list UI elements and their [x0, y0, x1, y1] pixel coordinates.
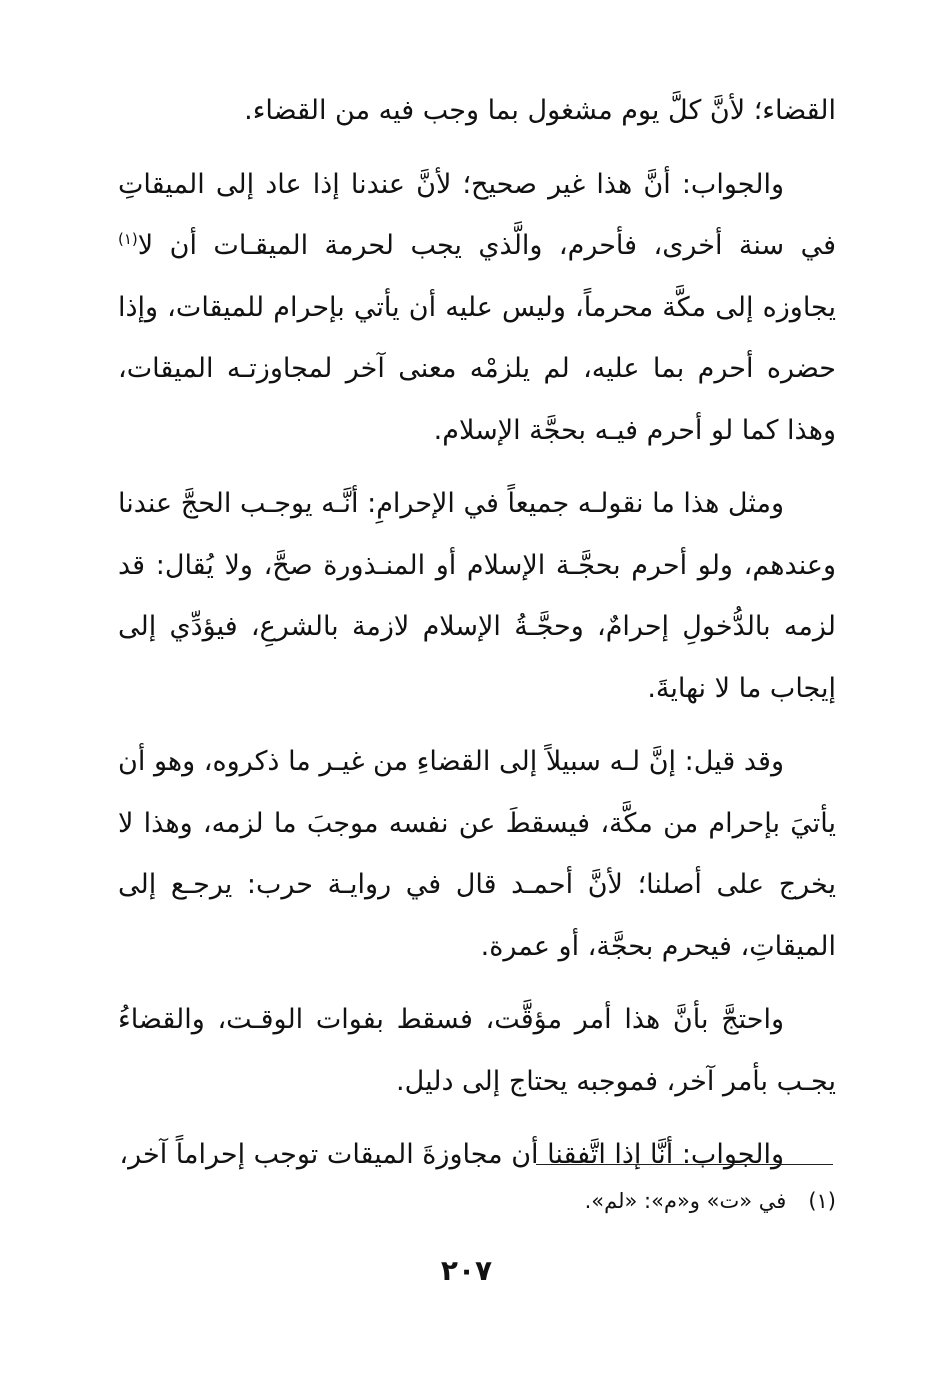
paragraph-4	[118, 731, 836, 977]
main-text	[118, 80, 836, 1198]
paragraph-6-text: والجواب: أنَّا إذا اتَّفقنا أن مجاوزةَ الميقات توجب إحراماً آخر،	[119, 1139, 784, 1170]
page-number: ٢٠٧	[440, 1254, 493, 1287]
paragraph-4-text: وقد قيل: إنَّ لـه سبيلاً إلى القضاءِ من غيـر ما ذكروه، وهو أن يأتيَ بإحرام من مكَّة، فيسقطَ عن نفسه موجبَ ما لزمه، وهذا لا يخرج على أصلنا؛ لأنَّ أحمـد قال في روايـة حرب: يرجـع إلى الميقاتِ، فيحرم بحجَّة، أو عمرة.	[118, 746, 836, 962]
footnote-text: في «ت» و«م»: «لم».	[584, 1189, 787, 1213]
paragraph-3-text: ومثل هذا ما نقولـه جميعاً في الإحرامِ: أنَّـه يوجـب الحجَّ عندنا وعندهم، ولو أحرم بحجَّـة الإسلام أو المنـذورة صحَّ، ولا يُقال: قد لزمه بالدُّخولِ إحرامٌ، وحجَّـةُ الإسلام لازمة بالشرعِ، فيؤدِّي إلى إيجاب ما لا نهايةَ.	[118, 488, 836, 704]
paragraph-1-text: القضاء؛ لأنَّ كلَّ يوم مشغول بما وجب فيه من القضاء.	[244, 95, 836, 126]
paragraph-answer-1	[118, 154, 836, 462]
paragraph-2-text-a: والجواب: أنَّ هذا غير صحيح؛ لأنَّ عندنا إذا عاد إلى الميقاتِ في سنة أخرى، فأحرم، والَّذي يجب لحرمة الميقـات أن لا	[118, 168, 836, 261]
paragraph-continuation	[118, 80, 836, 142]
paragraph-5-text: واحتجَّ بأنَّ هذا أمر مؤقَّت، فسقط بفوات الوقـت، والقضاءُ يجـب بأمر آخر، فموجبه يحتاج إلى دليل.	[118, 1004, 836, 1097]
paragraph-3	[118, 473, 836, 719]
footnote-reference: (١)	[118, 230, 138, 248]
paragraph-6	[118, 1124, 836, 1186]
paragraph-5	[118, 989, 836, 1112]
footnote-divider	[536, 1164, 833, 1165]
footnote	[300, 1186, 836, 1216]
paragraph-2-text-b: يجاوزه إلى مكَّة محرماً، وليس عليه أن يأتي بإحرام للميقات، وإذا حضره أحرم بما عليه، لم يلزمْه معنى آخر لمجاوزتـه الميقات، وهذا كما لو أحرم فيـه بحجَّة الإسلام.	[118, 291, 836, 446]
footnote-number: (١)	[808, 1189, 836, 1213]
